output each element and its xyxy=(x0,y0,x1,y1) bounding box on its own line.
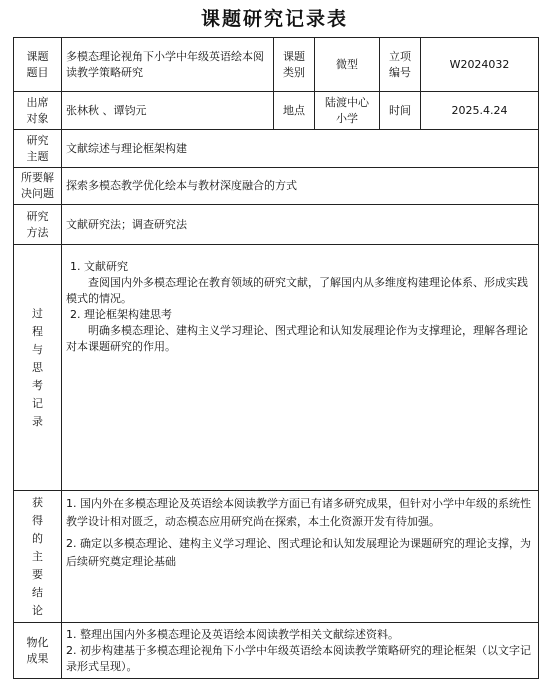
problem-label-text: 所要解 决问题 xyxy=(21,171,54,200)
process-label-char: 考 xyxy=(32,378,43,392)
outputs-item2: 2. 初步构建基于多模态理论视角下小学中年级英语绘本阅读教学策略研究的理论框架（以文字记录形式呈现）。 xyxy=(66,643,531,673)
process-item1-title: 1. 文献研究 xyxy=(70,260,128,273)
id-label xyxy=(380,38,421,92)
theme-label-text: 研究 主题 xyxy=(26,133,49,163)
findings-label-char: 要 xyxy=(32,567,43,581)
problem-label xyxy=(14,168,62,205)
process-label xyxy=(14,245,62,491)
row-findings xyxy=(14,491,539,623)
findings-content xyxy=(62,491,539,623)
findings-label-char: 论 xyxy=(32,603,43,617)
id-value: W2024032 xyxy=(421,38,539,92)
process-item1-body: 查阅国内外多模态理论在教育领域的研究文献，了解国内从多维度构建理论体系、形成实践模式的情况。 xyxy=(66,276,528,305)
findings-label-char: 得 xyxy=(32,513,43,527)
location-value xyxy=(315,92,380,130)
type-label-text: 课题 类别 xyxy=(283,49,305,79)
topic-label-text: 课题 题目 xyxy=(26,49,49,79)
row-topic xyxy=(14,38,539,92)
location-label: 地点 xyxy=(274,92,315,130)
attendees-label xyxy=(14,92,62,130)
outputs-label-text: 物化 成果 xyxy=(26,635,49,665)
id-label-text: 立项 编号 xyxy=(389,49,411,79)
time-value: 2025.4.24 xyxy=(421,92,539,130)
findings-label xyxy=(14,491,62,623)
row-problem xyxy=(14,168,539,205)
process-label-char: 录 xyxy=(32,414,43,428)
findings-label-char: 结 xyxy=(32,585,43,599)
process-label-char: 思 xyxy=(32,360,43,374)
findings-label-char: 主 xyxy=(32,549,43,563)
process-label-char: 记 xyxy=(32,396,43,410)
process-content xyxy=(62,245,539,491)
process-item2-title: 2. 理论框架构建思考 xyxy=(70,308,172,321)
theme-value: 文献综述与理论框架构建 xyxy=(62,130,539,168)
problem-value: 探索多模态教学优化绘本与教材深度融合的方式 xyxy=(62,168,539,205)
row-method xyxy=(14,205,539,245)
type-label xyxy=(274,38,315,92)
findings-item1: 1. 国内外在多模态理论及英语绘本阅读教学方面已有诸多研究成果，但针对小学中年级的系统性教学设计相对匮乏，动态模态应用研究尚在探索，本土化资源开发有待加强。 xyxy=(66,497,531,528)
outputs-label xyxy=(14,623,62,679)
location-value-text: 陆渡中心 小学 xyxy=(325,95,369,125)
record-table xyxy=(13,37,539,679)
method-value: 文献研究法；调查研究法 xyxy=(62,205,539,245)
findings-item2: 2. 确定以多模态理论、建构主义学习理论、图式理论和认知发展理论为课题研究的理论支撑，为后续研究奠定理论基础 xyxy=(66,537,531,568)
row-process xyxy=(14,245,539,491)
document-title: 课题研究记录表 xyxy=(200,8,348,30)
method-label-text: 研究 方法 xyxy=(26,209,49,239)
topic-label xyxy=(14,38,62,92)
process-label-char: 与 xyxy=(32,342,43,356)
topic-value: 多模态理论视角下小学中年级英语绘本阅读教学策略研究 xyxy=(62,38,274,92)
process-item2-body: 明确多模态理论、建构主义学习理论、图式理论和认知发展理论作为支撑理论，理解各理论对本课题研究的作用。 xyxy=(66,324,528,353)
findings-label-char: 的 xyxy=(32,531,43,545)
method-label xyxy=(14,205,62,245)
outputs-item1: 1. 整理出国内外多模态理论及英语绘本阅读教学相关文献综述资料。 xyxy=(66,627,399,641)
attendees-value: 张林秋 、谭钧元 xyxy=(62,92,274,130)
row-theme xyxy=(14,130,539,168)
attendees-label-text: 出席 对象 xyxy=(26,95,49,125)
row-attendees xyxy=(14,92,539,130)
findings-label-char: 获 xyxy=(32,495,43,509)
outputs-content xyxy=(62,623,539,679)
row-outputs xyxy=(14,623,539,679)
type-value: 微型 xyxy=(315,38,380,92)
theme-label xyxy=(14,130,62,168)
process-label-char: 程 xyxy=(32,324,43,338)
process-label-char: 过 xyxy=(32,306,43,320)
time-label: 时间 xyxy=(380,92,421,130)
